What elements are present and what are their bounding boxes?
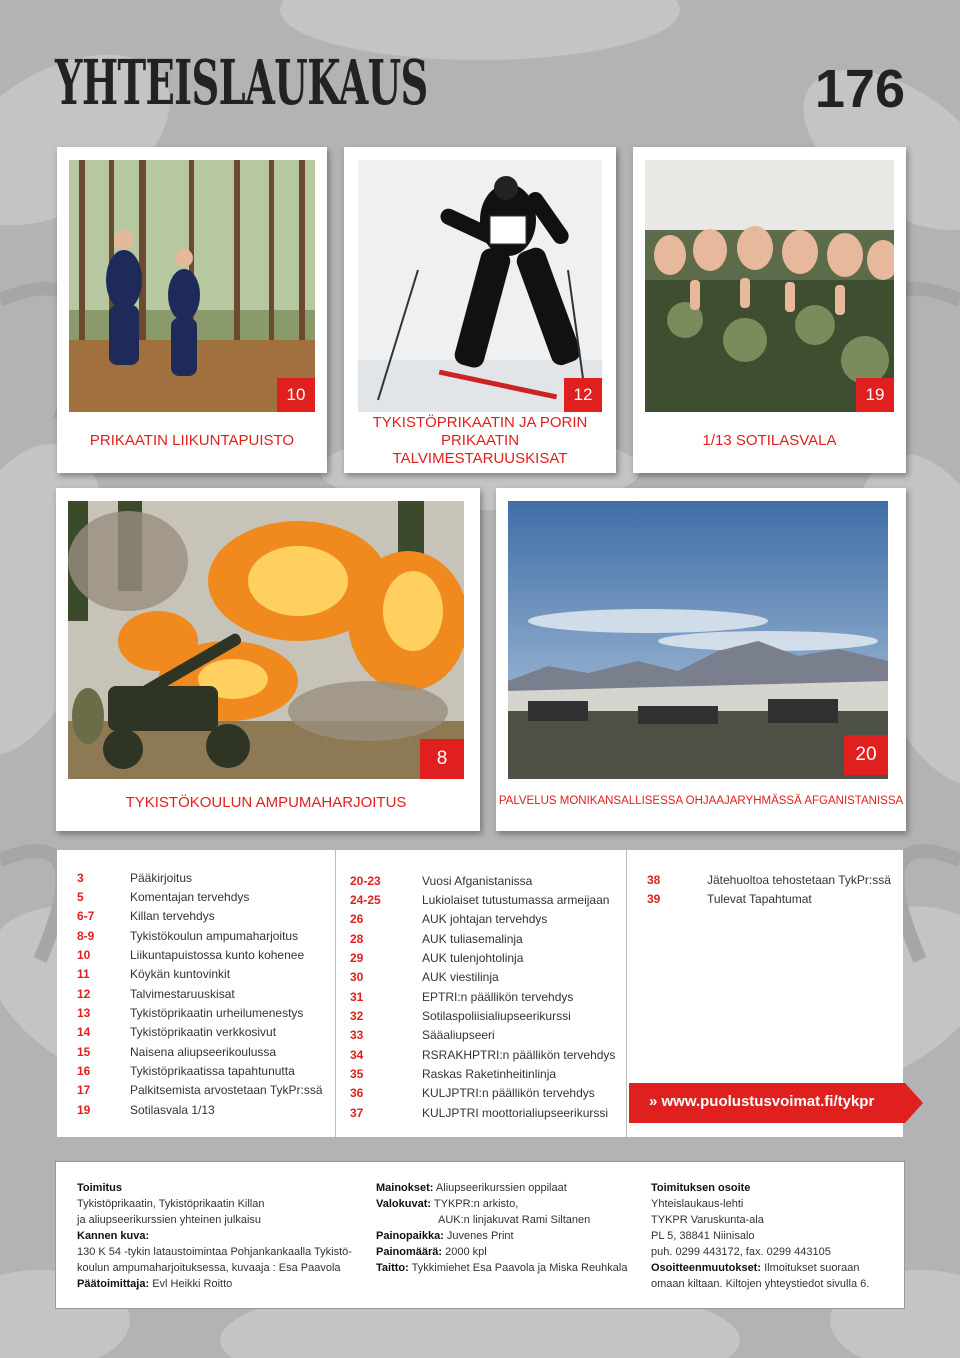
toc-row[interactable]: 24-25 Lukiolaiset tutustumassa armeijaan (350, 893, 610, 907)
page-badge: 20 (844, 735, 888, 775)
painopaikka-line: Painopaikka: Juvenes Print (376, 1230, 514, 1242)
toc-column-2 (336, 850, 627, 1137)
toc-row[interactable]: 5 Komentajan tervehdys (77, 890, 250, 904)
toc-row[interactable]: 35 Raskas Raketinheitinlinja (350, 1067, 557, 1081)
osoite-line: PL 5, 38841 Niinisalo (651, 1230, 755, 1242)
feature-card-ampumaharjoitus[interactable] (56, 488, 480, 831)
photo-afghan-landscape (508, 501, 888, 779)
osoite-line: TYKPR Varuskunta-ala (651, 1214, 764, 1226)
osoitemuutokset-line2: omaan kiltaan. Kiltojen yhteystiedot sivulla 6. (651, 1278, 870, 1290)
toc-row[interactable]: 17 Palkitsemista arvostetaan TykPr:ssä (77, 1083, 323, 1097)
toc-row[interactable]: 20-23 Vuosi Afganistanissa (350, 874, 533, 888)
toc-row[interactable]: 10 Liikuntapuistossa kunto kohenee (77, 948, 305, 962)
toc-row[interactable]: 6-7 Killan tervehdys (77, 909, 215, 923)
feature-card-sotilasvala[interactable] (633, 147, 906, 473)
toc-row[interactable]: 15 Naisena aliupseerikoulussa (77, 1045, 277, 1059)
toc-row[interactable]: 12 Talvimestaruuskisat (77, 987, 235, 1001)
toc-row[interactable]: 32 Sotilaspoliisialiupseerikurssi (350, 1009, 571, 1023)
feature-card-afganistan[interactable] (496, 488, 906, 831)
issue-number: 176 (814, 59, 905, 119)
toc-row[interactable]: 3 Pääkirjoitus (77, 871, 193, 885)
toc-row[interactable]: 36 KULJPTRI:n päällikön tervehdys (350, 1086, 595, 1100)
toimitus-line: ja aliupseerikurssien yhteinen julkaisu (77, 1214, 262, 1226)
feature-caption: TYKISTÖPRIKAATIN JA PORIN PRIKAATIN TALVIMESTARUUSKISAT (372, 414, 588, 467)
kansi-line: koulun ampumaharjoituksessa, kuvaaja : Esa Paavola (77, 1262, 341, 1274)
colophon (55, 1161, 905, 1309)
toc-row[interactable]: 28 AUK tuliasemalinja (350, 932, 523, 946)
toimitus-line: Tykistöprikaatin, Tykistöprikaatin Killan (77, 1198, 265, 1210)
feature-caption: 1/13 SOTILASVALA (702, 432, 837, 449)
toc-row[interactable]: 19 Sotilasvala 1/13 (77, 1103, 215, 1117)
page-badge: 10 (277, 378, 315, 412)
website-link[interactable] (629, 1083, 905, 1123)
osoite-line: puh. 0299 443172, fax. 0299 443105 (651, 1246, 831, 1258)
toc-row[interactable]: 37 KULJPTRI moottorialiupseerikurssi (350, 1106, 609, 1120)
colophon-editorial (77, 1180, 352, 1292)
toc-row[interactable]: 39 Tulevat Tapahtumat (647, 892, 812, 906)
page-badge: 8 (420, 739, 464, 779)
toimitus-label: Toimitus (77, 1182, 123, 1194)
photo-artillery-firing (68, 501, 464, 779)
osoite-label: Toimituksen osoite (651, 1182, 751, 1194)
toc-row[interactable]: 29 AUK tulenjohtolinja (350, 951, 524, 965)
feature-card-liikuntapuisto[interactable] (57, 147, 327, 473)
toc-row[interactable]: 16 Tykistöprikaatissa tapahtunutta (77, 1064, 295, 1078)
toc-row[interactable]: 26 AUK johtajan tervehdys (350, 912, 548, 926)
paatoimittaja-line: Päätoimittaja: Evl Heikki Roitto (77, 1278, 233, 1290)
feature-caption: PALVELUS MONIKANSALLISESSA OHJAAJARYHMÄSSÄ AFGANISTANISSA (498, 795, 904, 808)
toc-column-1 (57, 850, 336, 1137)
valokuvat-line2: AUK:n linjakuvat Rami Siltanen (438, 1214, 591, 1226)
kansi-label: Kannen kuva: (77, 1230, 150, 1242)
osoitemuutokset-line: Osoitteenmuutokset: Ilmoitukset suoraan (651, 1262, 860, 1274)
toc-row[interactable]: 30 AUK viestilinja (350, 970, 499, 984)
colophon-address (651, 1180, 869, 1292)
photo-runners (69, 160, 315, 412)
painomaara-line: Painomäärä: 2000 kpl (376, 1246, 487, 1258)
page-badge: 12 (564, 378, 602, 412)
valokuvat-line: Valokuvat: TYKPR:n arkisto, (376, 1198, 519, 1210)
toc-row[interactable]: 31 EPTRI:n päällikön tervehdys (350, 990, 574, 1004)
website-link-text: » www.puolustusvoimat.fi/tykpr (649, 1093, 875, 1110)
photo-soldiers-oath (645, 160, 894, 412)
toc-row[interactable]: 11 Köykän kuntovinkit (77, 967, 231, 981)
feature-caption: PRIKAATIN LIIKUNTAPUISTO (89, 432, 295, 449)
toc-row[interactable]: 33 Sääaliupseeri (350, 1028, 495, 1042)
kansi-line: 130 K 54 -tykin lataustoimintaa Pohjankankaalla Tykistö- (77, 1246, 352, 1258)
toc-row[interactable]: 14 Tykistöprikaatin verkkosivut (77, 1025, 277, 1039)
toc-row[interactable]: 38 Jätehuoltoa tehostetaan TykPr:ssä (647, 873, 891, 887)
taitto-line: Taitto: Tykkimiehet Esa Paavola ja Miska Reuhkala (376, 1262, 628, 1274)
osoite-line: Yhteislaukaus-lehti (651, 1198, 744, 1210)
mainokset-line: Mainokset: Aliupseerikurssien oppilaat (376, 1182, 567, 1194)
feature-caption: TYKISTÖKOULUN AMPUMAHARJOITUS (125, 794, 407, 811)
toc-row[interactable]: 13 Tykistöprikaatin urheilumenestys (77, 1006, 304, 1020)
toc-row[interactable]: 34 RSRAKHPTRI:n päällikön tervehdys (350, 1048, 616, 1062)
magazine-title: YHTEISLAUKAUS (55, 46, 428, 119)
feature-card-talvimestaruuskisat[interactable] (344, 147, 616, 473)
colophon-production (376, 1180, 627, 1276)
photo-skier (358, 160, 602, 412)
toc-row[interactable]: 8-9 Tykistökoulun ampumaharjoitus (77, 929, 299, 943)
page-badge: 19 (856, 378, 894, 412)
